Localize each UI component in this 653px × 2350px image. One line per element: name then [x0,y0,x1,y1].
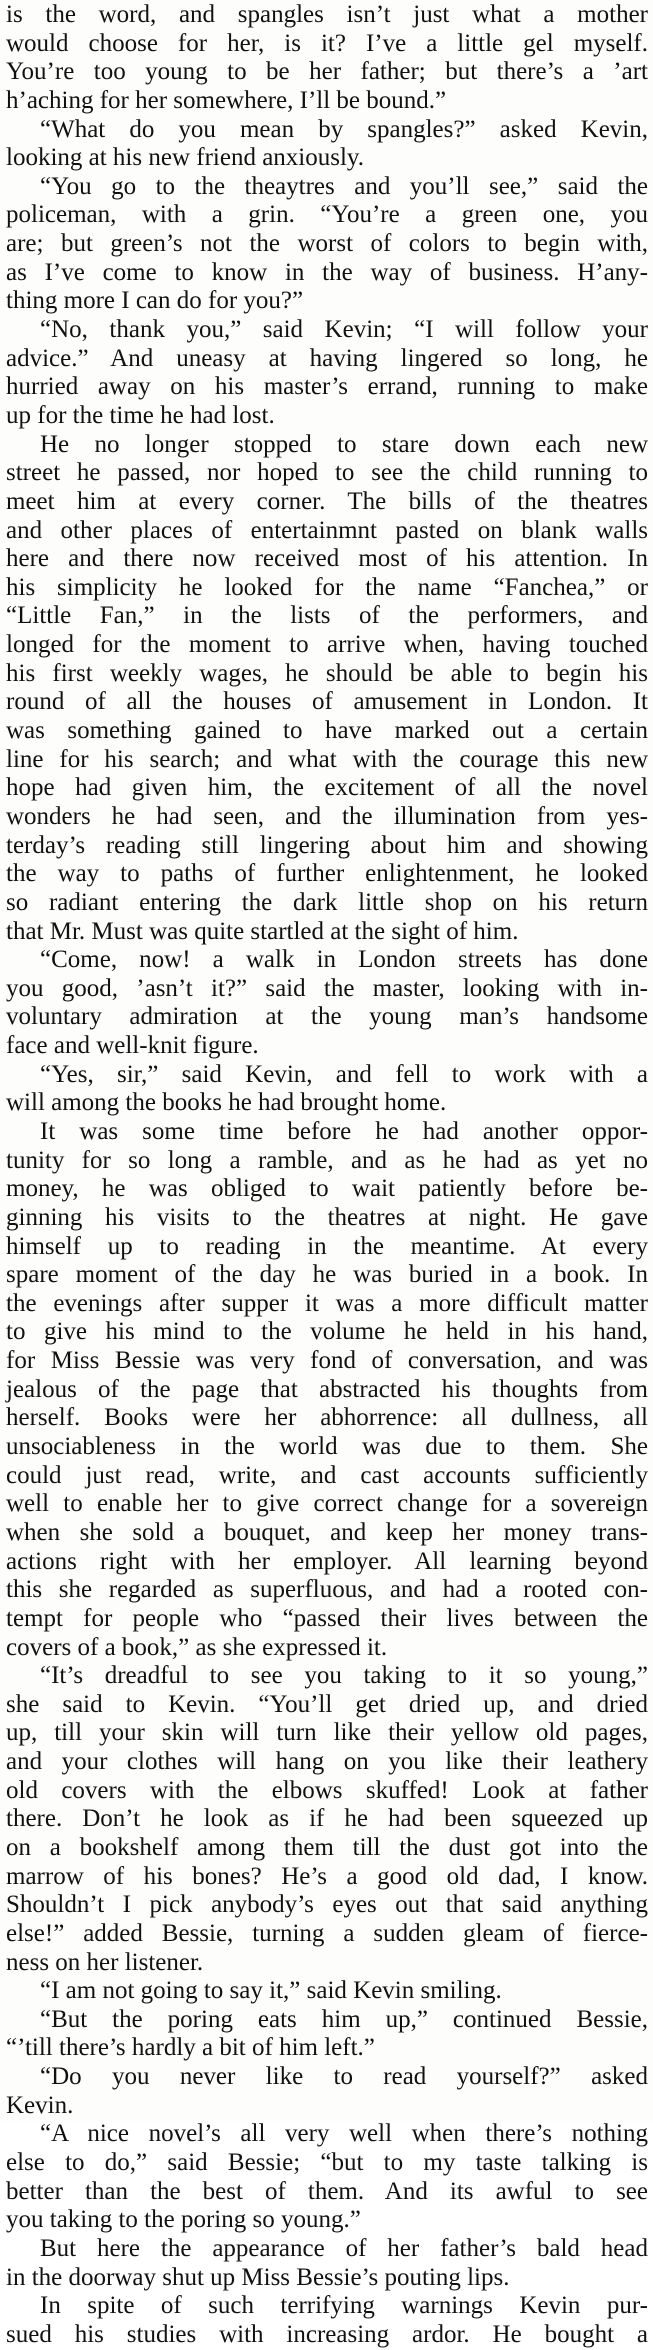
text-line: for Miss Bessie was very fond of conversation, and was [6,1347,648,1375]
text-line: so radiant entering the dark little shop on his return [6,888,648,916]
text-line: to give his mind to the volume he held in his hand, [6,1318,648,1346]
text-line: It was some time before he had another oppor- [40,1117,648,1145]
text-line: this she regarded as superfluous, and had a rooted con- [6,1576,648,1604]
text-line: hurried away on his master’s errand, running to make [6,373,648,401]
text-line: was something gained to have marked out a certain [6,717,648,745]
text-line: voluntary admiration at the young man’s handsome [6,1003,648,1031]
text-line: “Yes, sir,” said Kevin, and fell to work with a [40,1060,648,1088]
text-line: Kevin. [6,2091,74,2119]
text-line: sued his studies with increasing ardor. He bought a [6,2320,648,2348]
text-line: herself. Books were her abhorrence: all dullness, all [6,1404,648,1432]
text-line: is the word, and spangles isn’t just what a mother [6,1,648,28]
text-line: hope had given him, the excitement of all the novel [6,774,648,802]
text-line: “Do you never like to read yourself?” asked [40,2063,648,2091]
text-line: face and well-knit figure. [6,1032,259,1060]
text-line: marrow of his bones? He’s a good old dad, I know. [6,1862,648,1890]
text-line: well to enable her to give correct change for a sovereign [6,1490,648,1518]
text-line: “You go to the theaytres and you’ll see,” said the [40,172,648,200]
text-line: you good, ’asn’t it?” said the master, looking with in- [6,974,648,1002]
text-line: in the doorway shut up Miss Bessie’s pouting lips. [6,2263,510,2291]
text-line: that Mr. Must was quite startled at the sight of him. [6,917,519,945]
text-line: the evenings after supper it was a more difficult matter [6,1289,648,1317]
text-line: she said to Kevin. “You’ll get dried up, and dried [6,1690,648,1718]
text-line: when she sold a bouquet, and keep her money trans- [6,1518,648,1546]
text-line: “It’s dreadful to see you taking to it so young,” [40,1662,648,1690]
text-line: advice.” And uneasy at having lingered so long, he [6,344,648,372]
text-line: covers of a book,” as she expressed it. [6,1633,388,1661]
text-line: street he passed, nor hoped to see the child running to [6,459,648,487]
text-line: ness on her listener. [6,1948,204,1976]
text-line: actions right with her employer. All learning beyond [6,1547,648,1575]
text-line: “A nice novel’s all very well when there’s nothing [40,2120,648,2148]
text-line: wonders he had seen, and the illumination from yes- [6,802,648,830]
text-line: his first weekly wages, he should be able to begin his [6,659,648,687]
text-line: himself up to reading in the meantime. At every [6,1232,648,1260]
text-line: on a bookshelf among them till the dust got into the [6,1834,648,1861]
text-line: looking at his new friend anxiously. [6,144,365,172]
text-line: “Come, now! a walk in London streets has done [40,946,648,974]
text-line: Shouldn’t I pick anybody’s eyes out that said anything [6,1891,648,1919]
text-line: “’till there’s hardly a bit of him left.” [6,2034,375,2062]
text-line: spare moment of the day he was buried in a book. In [6,1261,648,1289]
text-line: are; but green’s not the worst of colors to begin with, [6,230,648,258]
text-line: “Little Fan,” in the lists of the performers, and [6,602,648,630]
text-line: will among the books he had brought home. [6,1089,447,1117]
text-line: else to do,” said Bessie; “but to my taste talking is [6,2149,648,2177]
text-line: “What do you mean by spangles?” asked Kevin, [40,115,648,143]
text-line: “I am not going to say it,” said Kevin smiling. [40,1977,502,2005]
text-line: meet him at every corner. The bills of the theatres [6,487,648,515]
text-line: tempt for people who “passed their lives between the [6,1604,648,1632]
text-line: round of all the houses of amusement in London. It [6,688,648,716]
text-line: policeman, with a grin. “You’re a green one, you [6,201,648,229]
text-line: and your clothes will hang on you like their leathery [6,1748,648,1776]
text-line: up, till your skin will turn like their yellow old pages, [6,1719,648,1747]
text-line: and other places of entertainmnt pasted on blank walls [6,516,648,544]
text-line: you taking to the poring so young.” [6,2206,361,2234]
text-line: “No, thank you,” said Kevin; “I will follow your [40,316,648,344]
text-line: the way to paths of further enlightenment, he looked [6,860,648,888]
text-line: there. Don’t he look as if he had been squeezed up [6,1805,648,1833]
text-line: tunity for so long a ramble, and as he had as yet no [6,1146,648,1174]
text-line: better than the best of them. And its awful to see [6,2177,648,2205]
text-line: up for the time he had lost. [6,401,275,429]
text-line: h’aching for her somewhere, I’ll be bound.” [6,86,447,114]
text-line: old covers with the elbows skuffed! Look at father [6,1776,648,1804]
text-line: money, he was obliged to wait patiently before be- [6,1175,648,1203]
text-line: “But the poring eats him up,” continued Bessie, [40,2005,648,2033]
text-line: He no longer stopped to stare down each new [40,430,648,458]
text-line: ginning his visits to the theatres at night. He gave [6,1203,648,1231]
text-line: terday’s reading still lingering about him and showing [6,831,648,859]
text-line: In spite of such terrifying warnings Kevin pur- [40,2292,648,2320]
text-line: else!” added Bessie, turning a sudden gleam of fierce- [6,1919,648,1947]
text-line: longed for the moment to arrive when, having touched [6,631,648,659]
text-line: his simplicity he looked for the name “Fanchea,” or [6,573,648,601]
text-line: jealous of the page that abstracted his thoughts from [6,1375,648,1403]
text-line: as I’ve come to know in the way of business. H’any- [6,258,648,286]
text-line: here and there now received most of his attention. In [6,545,648,573]
text-line: could just read, write, and cast accounts sufficiently [6,1461,648,1489]
text-line: line for his search; and what with the courage this new [6,745,648,773]
text-line: would choose for her, is it? I’ve a little gel myself. [6,29,648,57]
text-line: But here the appearance of her father’s bald head [40,2234,648,2262]
text-line: thing more I can do for you?” [6,287,304,315]
text-line: unsociableness in the world was due to them. She [6,1433,648,1461]
text-line: You’re too young to be her father; but there’s a ’art [6,58,648,86]
